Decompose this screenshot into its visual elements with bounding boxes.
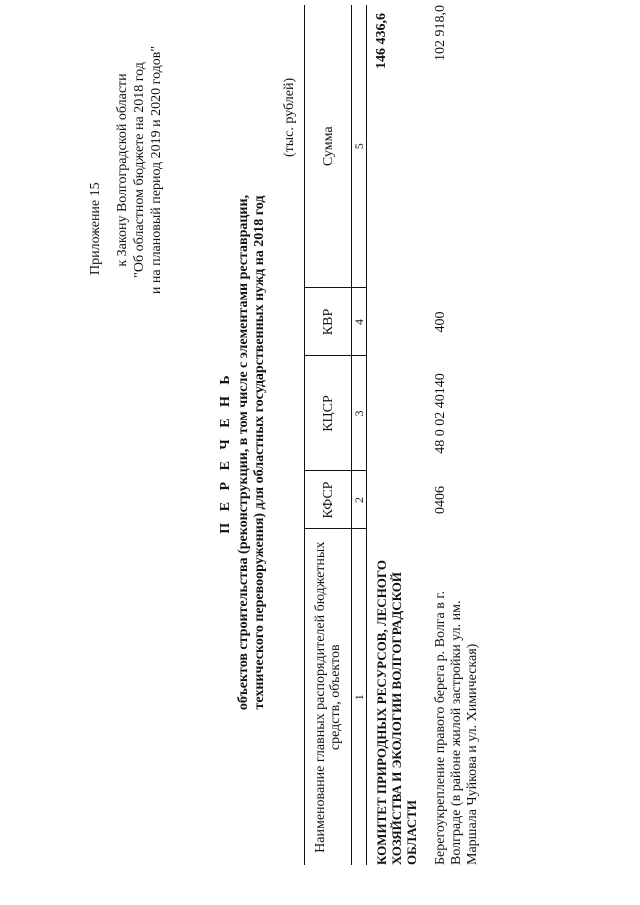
empty-cell (367, 356, 420, 471)
appendix-label: Приложение 15 (88, 182, 103, 275)
document-title (218, 0, 268, 905)
column-header-sum: Сумма (305, 5, 352, 288)
law-reference-line: "Об областном бюджете на 2018 год (132, 62, 147, 278)
empty-cell (367, 288, 420, 356)
objects-table (304, 5, 481, 865)
organization-sum: 146 436,6 (374, 13, 389, 69)
title-line: объектов строительства (реконструкции, в том числе с элементами реставрации, (236, 194, 251, 711)
law-reference (114, 5, 165, 335)
object-sum: 102 918,0 (433, 5, 448, 61)
column-number: 4 (352, 288, 367, 356)
title-word: П Е Р Е Ч Е Н Ь (218, 371, 233, 534)
column-number: 5 (352, 5, 367, 288)
column-number: 2 (352, 471, 367, 529)
column-header-kfsr: КФСР (305, 471, 352, 529)
title-line: технического перевооружения) для областных государственных нужд на 2018 год (252, 195, 267, 710)
law-reference-line: и на плановый период 2019 и 2020 годов" (149, 45, 164, 295)
law-reference-line: к Закону Волгоградской области (115, 73, 130, 267)
table-row-organization (367, 5, 420, 865)
object-kfsr: 0406 (433, 486, 448, 514)
units-label: (тыс. рублей) (282, 77, 297, 157)
table-header-row (305, 5, 352, 865)
empty-cell (367, 471, 420, 529)
column-number-row (352, 5, 367, 865)
organization-name: КОМИТЕТ ПРИРОДНЫХ РЕСУРСОВ, ЛЕСНОГО ХОЗЯЙСТВА И ЭКОЛОГИИ ВОЛГОГРАДСКОЙ ОБЛАСТИ (374, 560, 419, 865)
column-header-kvr: КВР (305, 288, 352, 356)
object-name: Берегоукрепление правого берега р. Волга в г. Волграде (в районе жилой застройки ул. им. Маршала Чуйкова и ул. Химическая) (433, 590, 480, 865)
column-header-kcsr: КЦСР (305, 356, 352, 471)
column-header-name: Наименование главных распорядителей бюджетных средств, объектов (305, 529, 352, 865)
object-kvr: 400 (433, 311, 448, 333)
object-kcsr: 48 0 02 40140 (433, 373, 448, 454)
column-number: 1 (352, 529, 367, 865)
table-row (419, 5, 481, 865)
column-number: 3 (352, 356, 367, 471)
